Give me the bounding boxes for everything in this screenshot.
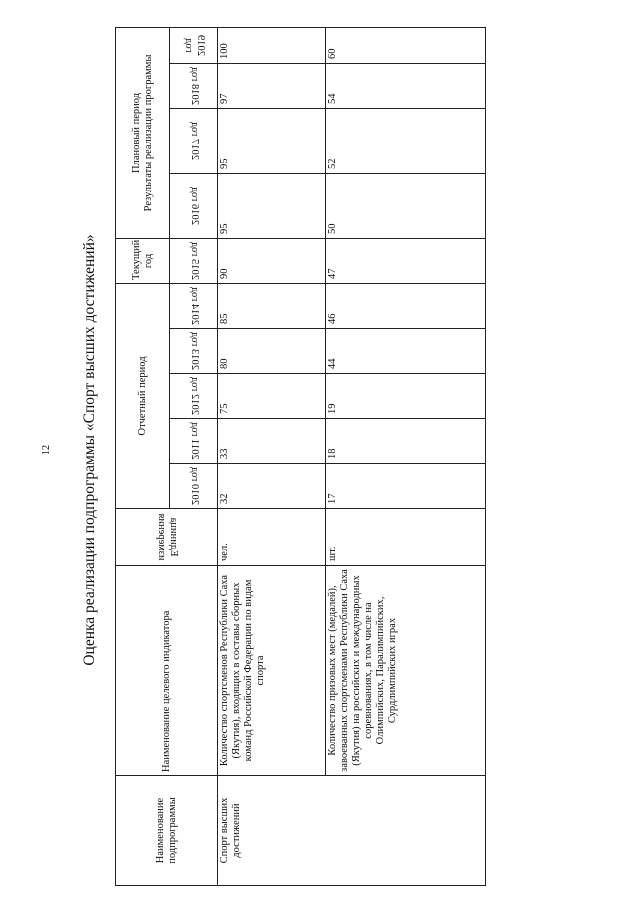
- header-subprogram: Наименование подпрограммы: [116, 776, 218, 886]
- indicator-name: Количество призовых мест (медалей), завоеванных спортсменами Республики Саха (Якутия) на российских и международных соревнованиях, в том числе на Олимпийских, Паралимпийских, Сурдлимпийских играх: [326, 566, 486, 776]
- year-2010: 2010 год: [170, 464, 218, 509]
- value-cell: 47: [326, 238, 486, 283]
- document-title-text: Оценка реализации подпрограммы «Спорт высших достижений»: [81, 234, 98, 666]
- value-cell: 80: [218, 329, 326, 374]
- planned-period-label: Плановый период: [130, 92, 142, 173]
- year-2011: 2011 год: [170, 419, 218, 464]
- page-number: 12: [41, 445, 52, 455]
- value-cell: 32: [218, 464, 326, 509]
- value-cell: 17: [326, 464, 486, 509]
- value-cell: 95: [218, 173, 326, 238]
- header-planned-period: [116, 27, 170, 238]
- unit-value: шт.: [326, 509, 486, 566]
- value-cell: 90: [218, 238, 326, 283]
- value-cell: 50: [326, 173, 486, 238]
- value-cell: 85: [218, 283, 326, 328]
- indicator-table: [115, 27, 486, 886]
- value-cell: 75: [218, 374, 326, 419]
- value-cell: 33: [218, 419, 326, 464]
- unit-value: чел.: [218, 509, 326, 566]
- year-2016: 2016 год: [170, 173, 218, 238]
- year-2017: 2017 год: [170, 108, 218, 173]
- year-2019: 2019 год: [170, 27, 218, 63]
- value-cell: 19: [326, 374, 486, 419]
- subprogram-name: Спорт высших достижений: [218, 776, 486, 886]
- planned-results-label: Результаты реализации программы: [142, 54, 154, 212]
- value-cell: 18: [326, 419, 486, 464]
- value-cell: 60: [326, 27, 486, 63]
- header-indicator: Наименование целевого индикатора: [116, 566, 218, 776]
- year-2012: 2012 год: [170, 374, 218, 419]
- header-unit: Единица измерения: [116, 509, 218, 566]
- value-cell: 46: [326, 283, 486, 328]
- value-cell: 54: [326, 63, 486, 108]
- indicator-name: Количество спортсменов Республики Саха (Якутия), входящих в составы сборных команд Российской Федерации по видам спорта: [218, 566, 326, 776]
- value-cell: 52: [326, 108, 486, 173]
- year-2018: 2018 год: [170, 63, 218, 108]
- value-cell: 100: [218, 27, 326, 63]
- value-cell: 95: [218, 108, 326, 173]
- value-cell: 97: [218, 63, 326, 108]
- value-cell: 44: [326, 329, 486, 374]
- year-2015: 2015 год: [170, 238, 218, 283]
- results-table: [115, 28, 485, 886]
- year-2013: 2013 год: [170, 329, 218, 374]
- year-2014: 2014 год: [170, 283, 218, 328]
- header-current-year: Текущий год: [116, 238, 170, 283]
- header-reporting-period: Отчетный период: [116, 283, 170, 508]
